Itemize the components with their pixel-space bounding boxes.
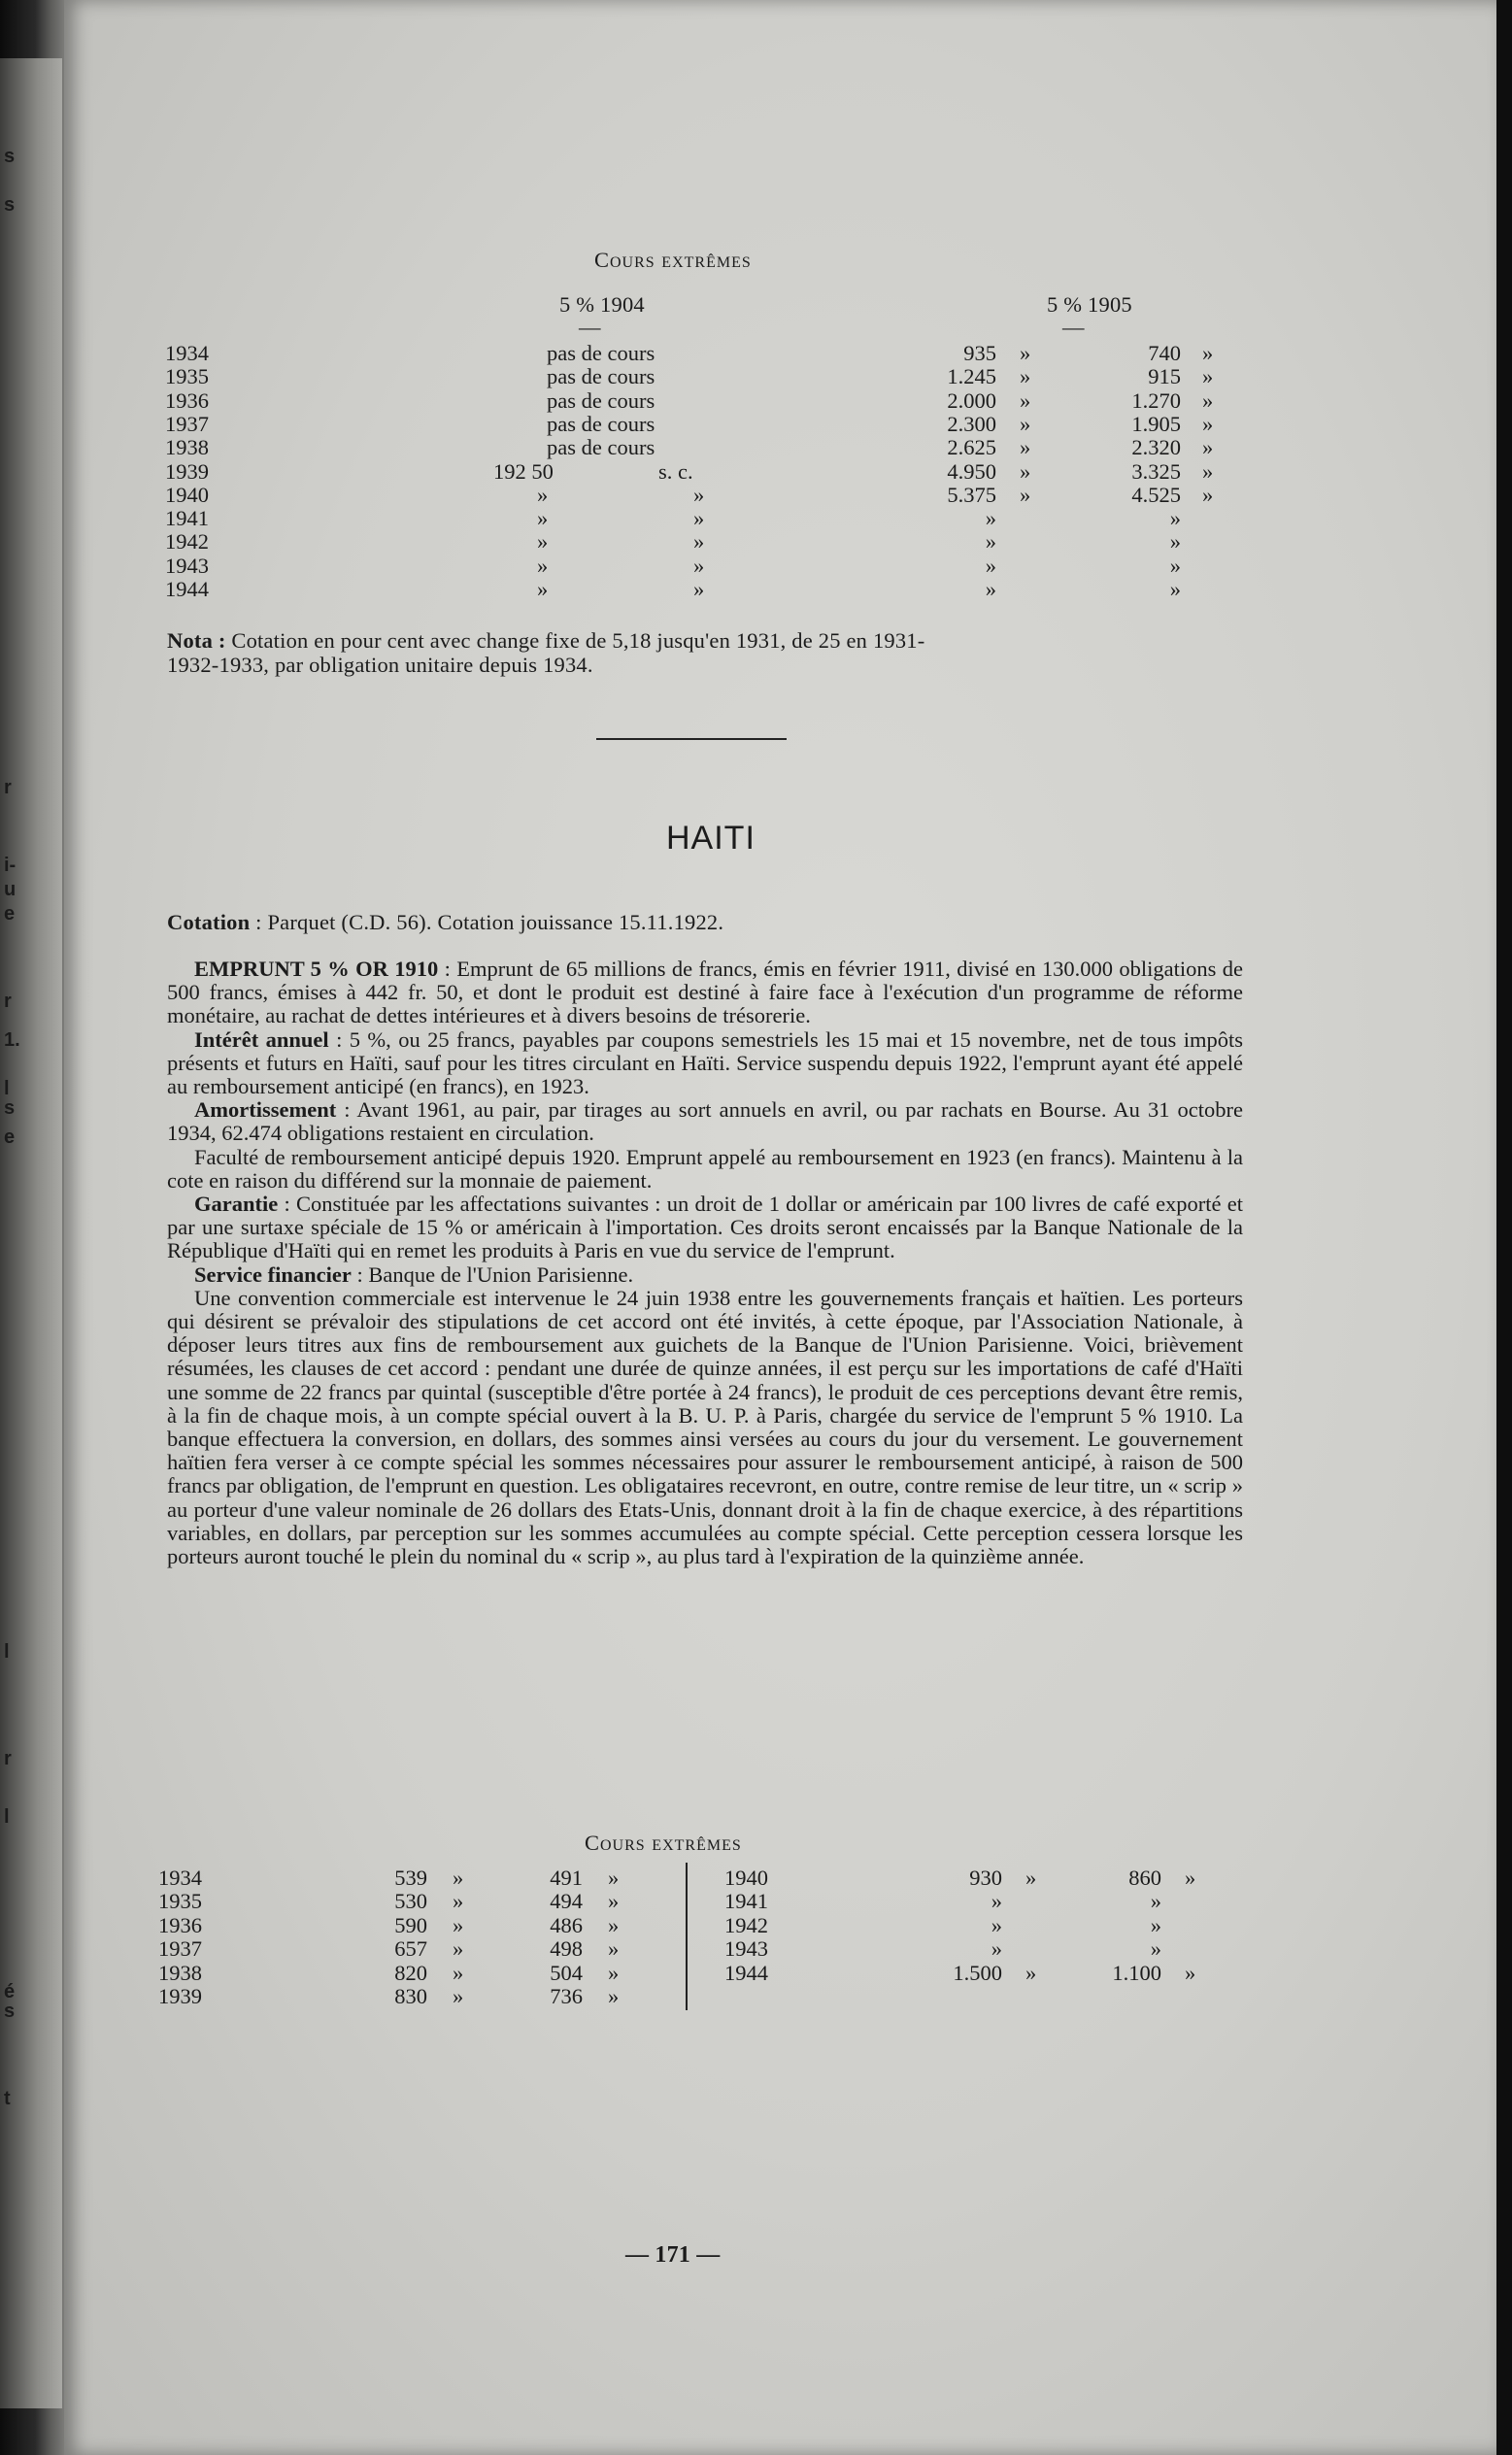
table1-1905-high: »	[1169, 554, 1181, 578]
table1-year: 1942	[165, 529, 209, 554]
table2-high: »	[1150, 1936, 1161, 1961]
page-number: — 171 —	[625, 2242, 721, 2268]
garantie-text: : Constituée par les affectations suivantes : un droit de 1 dollar or américain par 100 livres de café exporté et par une surtaxe spéciale de 15 % or américain à l'importation. Ces droits seront encaissés par la Banque Nationale de la République d'Haïti qui en remet les produits à Paris en vue du service de l'emprunt.	[167, 1192, 1243, 1263]
table1-title: Cours extrêmes	[594, 248, 752, 272]
table1-year: 1943	[165, 554, 209, 578]
left-page-fragment: i-	[4, 855, 17, 876]
table1-1905-high: »	[1169, 529, 1181, 554]
table1-year: 1936	[165, 388, 209, 413]
table2-low: 590	[394, 1913, 427, 1937]
table2-low: 1.500	[953, 1961, 1002, 1985]
table2-year: 1943	[724, 1936, 768, 1961]
table2-year: 1944	[724, 1961, 768, 1985]
table1-1905-low: »	[985, 577, 996, 601]
table1-1905-low: 2.625	[947, 435, 996, 459]
table2-high-sign: »	[608, 1889, 620, 1913]
table2-low: 820	[394, 1961, 427, 1985]
table2-low: 830	[394, 1984, 427, 2008]
table1-1905-high-sign: »	[1202, 364, 1214, 388]
table1-col-1904: 5 % 1904	[559, 292, 645, 317]
table1-1905-low: 1.245	[947, 364, 996, 388]
nota-text-1: Cotation en pour cent avec change fixe de 5,18 jusqu'en 1931, de 25 en 1931-	[225, 628, 925, 653]
table2-high: 491	[550, 1866, 583, 1890]
table1-1905-high: »	[1169, 506, 1181, 530]
table1-1905-high: »	[1169, 577, 1181, 601]
garantie-paragraph	[167, 1193, 1243, 1263]
left-page-fragment: t	[4, 2088, 11, 2109]
table2-low-sign: »	[453, 1961, 464, 1985]
left-page-fragment: s	[4, 194, 16, 216]
left-page-fragment: l	[4, 1806, 10, 1828]
table1-1905-low: 5.375	[947, 483, 996, 507]
table1-year: 1938	[165, 435, 209, 459]
table2-low: »	[991, 1936, 1002, 1961]
table1-1905-high: 1.270	[1131, 388, 1181, 413]
table1-1904-price: »	[537, 554, 549, 578]
interet-label: Intérêt annuel	[194, 1026, 329, 1052]
table1-year: 1944	[165, 577, 209, 601]
table2-year: 1937	[158, 1936, 202, 1961]
table1-1905-low: 935	[963, 341, 996, 365]
table2-high-sign: »	[1185, 1866, 1196, 1890]
table1-1904-price: »	[537, 577, 549, 601]
table2-high-sign: »	[608, 1913, 620, 1937]
table1-1904-note: »	[693, 554, 705, 578]
table1-year: 1939	[165, 459, 209, 484]
table1-1904-price: 192 50	[493, 459, 554, 484]
table2-low: 930	[969, 1866, 1002, 1890]
table2-high: 860	[1128, 1866, 1161, 1890]
table1-1905-low-sign: »	[1020, 412, 1031, 436]
table2-low: 530	[394, 1889, 427, 1913]
table2-high-sign: »	[608, 1936, 620, 1961]
table2-low: »	[991, 1913, 1002, 1937]
garantie-label: Garantie	[194, 1192, 279, 1217]
table1-1905-low: 4.950	[947, 459, 996, 484]
table2-high: 736	[550, 1984, 583, 2008]
table2-high: 498	[550, 1936, 583, 1961]
table1-1905-low: »	[985, 506, 996, 530]
left-page-fragment: r	[4, 1748, 12, 1769]
table1-1904-note: »	[693, 483, 705, 507]
table2-year: 1935	[158, 1889, 202, 1913]
section-title: HAITI	[666, 820, 756, 857]
table1-year: 1940	[165, 483, 209, 507]
table2-title: Cours extrêmes	[585, 1831, 742, 1855]
table1-1905-low-sign: »	[1020, 341, 1031, 365]
table1-1905-high-sign: »	[1202, 483, 1214, 507]
table1-year: 1941	[165, 506, 209, 530]
table1-year: 1935	[165, 364, 209, 388]
table1-1905-low-sign: »	[1020, 388, 1031, 413]
cotation-line	[167, 911, 723, 934]
table2-year: 1934	[158, 1866, 202, 1890]
scan-border	[1496, 0, 1512, 2455]
left-page-fragment: e	[4, 903, 16, 925]
service-text: : Banque de l'Union Parisienne.	[351, 1261, 634, 1287]
table1-1905-high: 915	[1148, 364, 1181, 388]
table1-1905-high: 2.320	[1131, 435, 1181, 459]
table1-1905-high: 1.905	[1131, 412, 1181, 436]
left-page-fragment: s	[4, 2001, 16, 2022]
table2-low: 657	[394, 1936, 427, 1961]
table1-1904-note: »	[693, 529, 705, 554]
table1-1905-low-sign: »	[1020, 483, 1031, 507]
cotation-text: : Parquet (C.D. 56). Cotation jouissance 15.11.1922.	[250, 910, 724, 934]
left-page-fragment: u	[4, 879, 17, 900]
table1-1904-price: »	[537, 506, 549, 530]
table1-1904-value: pas de cours	[547, 388, 655, 413]
section-divider	[596, 738, 787, 740]
table2-high: »	[1150, 1889, 1161, 1913]
table2-high: 486	[550, 1913, 583, 1937]
table1-1905-high-sign: »	[1202, 435, 1214, 459]
table2-year: 1942	[724, 1913, 768, 1937]
table1-1905-high-sign: »	[1202, 459, 1214, 484]
left-page-fragment: s	[4, 146, 16, 167]
emprunt-label: EMPRUNT 5 % OR 1910	[194, 957, 439, 981]
amortissement-paragraph	[167, 1098, 1243, 1145]
nota-label: Nota :	[167, 628, 226, 653]
table2-year: 1936	[158, 1913, 202, 1937]
emprunt-text: : Emprunt de 65 millions de francs, émis en février 1911, divisé en 130.000 obligations de 500 francs, émises à 442 fr. 50, et dont le produit est destiné à faire face à l'exécution d'un programme de réforme monétaire, au rachat de dettes intérieures et à divers besoins de trésorerie.	[167, 957, 1243, 1028]
table2-year: 1940	[724, 1866, 768, 1890]
table2-year: 1938	[158, 1961, 202, 1985]
table2-year: 1939	[158, 1984, 202, 2008]
left-page-fragment: l	[4, 1078, 10, 1099]
table1-1905-high-sign: »	[1202, 341, 1214, 365]
left-page-fragment: r	[4, 777, 12, 798]
table1-1904-value: pas de cours	[547, 435, 655, 459]
table1-1905-high: 4.525	[1131, 483, 1181, 507]
table2-high-sign: »	[608, 1866, 620, 1890]
table1-1905-high: 3.325	[1131, 459, 1181, 484]
table1-1905-high-sign: »	[1202, 388, 1214, 413]
table1-1904-price: »	[537, 483, 549, 507]
convention-paragraph: Une convention commerciale est intervenue le 24 juin 1938 entre les gouvernements français et haïtien. Les porteurs qui désirent se prévaloir des stipulations de cet accord ont été invités, à cette époque, par l'Association Nationale, à déposer leurs titres aux fins de remboursement aux guichets de la Banque de l'Union Parisienne. Voici, brièvement résumées, les clauses de cet accord : pendant une durée de quinze années, il est perçu sur les importations de café d'Haïti une somme de 22 francs par quintal (susceptible d'être portée à 24 francs), le produit de ces perceptions devant être remis, à la fin de chaque mois, à un compte spécial ouvert à la B. U. P. à Paris, chargée du service de l'emprunt 5 % 1910. La banque effectuera la conversion, en dollars, des sommes ainsi versées au cours du jour du versement. Le gouvernement haïtien fera verser à ce compte spécial les sommes nécessaires pour assurer le remboursement anticipé, à raison de 500 francs par obligation, de l'emprunt en question. Les obligataires recevront, en outre, contre remise de leur titre, un « scrip » au porteur d'une valeur nominale de 26 dollars des Etats-Unis, donnant droit à la fin de chaque exercice, à des répartitions variables, en dollars, par perception sur les sommes accumulées au compte spécial. Cette perception cessera lorsque les porteurs auront touché le plein du nominal du « scrip », au plus tard à l'expiration de la quinzième année.	[167, 1285, 1243, 1569]
table1-1904-value: pas de cours	[547, 341, 655, 365]
table2-low-sign: »	[453, 1913, 464, 1937]
amortissement-label: Amortissement	[194, 1097, 337, 1123]
left-page-fragment: s	[4, 1097, 16, 1119]
table2-year: 1941	[724, 1889, 768, 1913]
table1-1905-low-sign: »	[1020, 435, 1031, 459]
interet-text: : 5 %, ou 25 francs, payables par coupons semestriels les 15 mai et 15 novembre, net de tous impôts présents et futurs en Haïti, sauf pour les titres circulant en Haïti. Service suspendu depuis 1922, l'emprunt ayant été appelé au remboursement anticipé (en francs), en 1923.	[167, 1026, 1243, 1099]
table2-high-sign: »	[1185, 1961, 1196, 1985]
table2-low-sign: »	[453, 1984, 464, 2008]
table2-high-sign: »	[608, 1961, 620, 1985]
service-label: Service financier	[194, 1261, 352, 1287]
table1-1905-low: 2.300	[947, 412, 996, 436]
amortissement-text: : Avant 1961, au pair, par tirages au sort annuels en avril, ou par rachats en Bourse. Au 31 octobre 1934, 62.474 obligations restaient en circulation.	[167, 1097, 1243, 1146]
table1-nota-line1	[167, 629, 924, 653]
table1-1905-low: »	[985, 554, 996, 578]
table1-1904-value: pas de cours	[547, 364, 655, 388]
service-paragraph	[167, 1263, 1243, 1287]
table1-1904-note: »	[693, 577, 705, 601]
table2-high: 504	[550, 1961, 583, 1985]
emprunt-paragraph	[167, 958, 1243, 1028]
table2-high: »	[1150, 1913, 1161, 1937]
table1-dash-a: —	[579, 315, 601, 339]
table1-1905-high-sign: »	[1202, 412, 1214, 436]
table1-1905-low: 2.000	[947, 388, 996, 413]
faculte-paragraph: Faculté de remboursement anticipé depuis 1920. Emprunt appelé au remboursement en 1923 (en francs). Maintenu à la cote en raison du différend sur la monnaie de paiement.	[167, 1144, 1243, 1193]
table2-divider	[686, 1863, 688, 2010]
table1-year: 1934	[165, 341, 209, 365]
table1-1905-low-sign: »	[1020, 364, 1031, 388]
body-text	[167, 958, 1243, 1568]
table1-nota-line2: 1932-1933, par obligation unitaire depuis 1934.	[167, 653, 593, 677]
table1-1904-note: s. c.	[658, 459, 693, 484]
table1-dash-b: —	[1062, 315, 1085, 339]
table1-1905-low-sign: »	[1020, 459, 1031, 484]
table1-1904-price: »	[537, 529, 549, 554]
table1-1904-value: pas de cours	[547, 412, 655, 436]
table2-low-sign: »	[453, 1889, 464, 1913]
table2-low: »	[991, 1889, 1002, 1913]
cotation-label: Cotation	[167, 910, 251, 934]
table1-1905-high: 740	[1148, 341, 1181, 365]
interet-paragraph	[167, 1028, 1243, 1099]
table2-low: 539	[394, 1866, 427, 1890]
table2-high: 1.100	[1112, 1961, 1161, 1985]
table2-low-sign: »	[1025, 1866, 1037, 1890]
left-page-fragment: r	[4, 991, 12, 1012]
adjacent-page-edge	[0, 58, 62, 2408]
table1-1905-low: »	[985, 529, 996, 554]
table1-1904-note: »	[693, 506, 705, 530]
table2-low-sign: »	[453, 1866, 464, 1890]
left-page-fragment: e	[4, 1127, 16, 1148]
table2-high-sign: »	[608, 1984, 620, 2008]
table1-col-1905: 5 % 1905	[1047, 292, 1132, 317]
table2-low-sign: »	[453, 1936, 464, 1961]
left-page-fragment: é	[4, 1981, 16, 2002]
left-page-fragment: l	[4, 1641, 10, 1663]
left-page-fragment: 1.	[4, 1029, 20, 1051]
table1-year: 1937	[165, 412, 209, 436]
table2-low-sign: »	[1025, 1961, 1037, 1985]
table2-high: 494	[550, 1889, 583, 1913]
